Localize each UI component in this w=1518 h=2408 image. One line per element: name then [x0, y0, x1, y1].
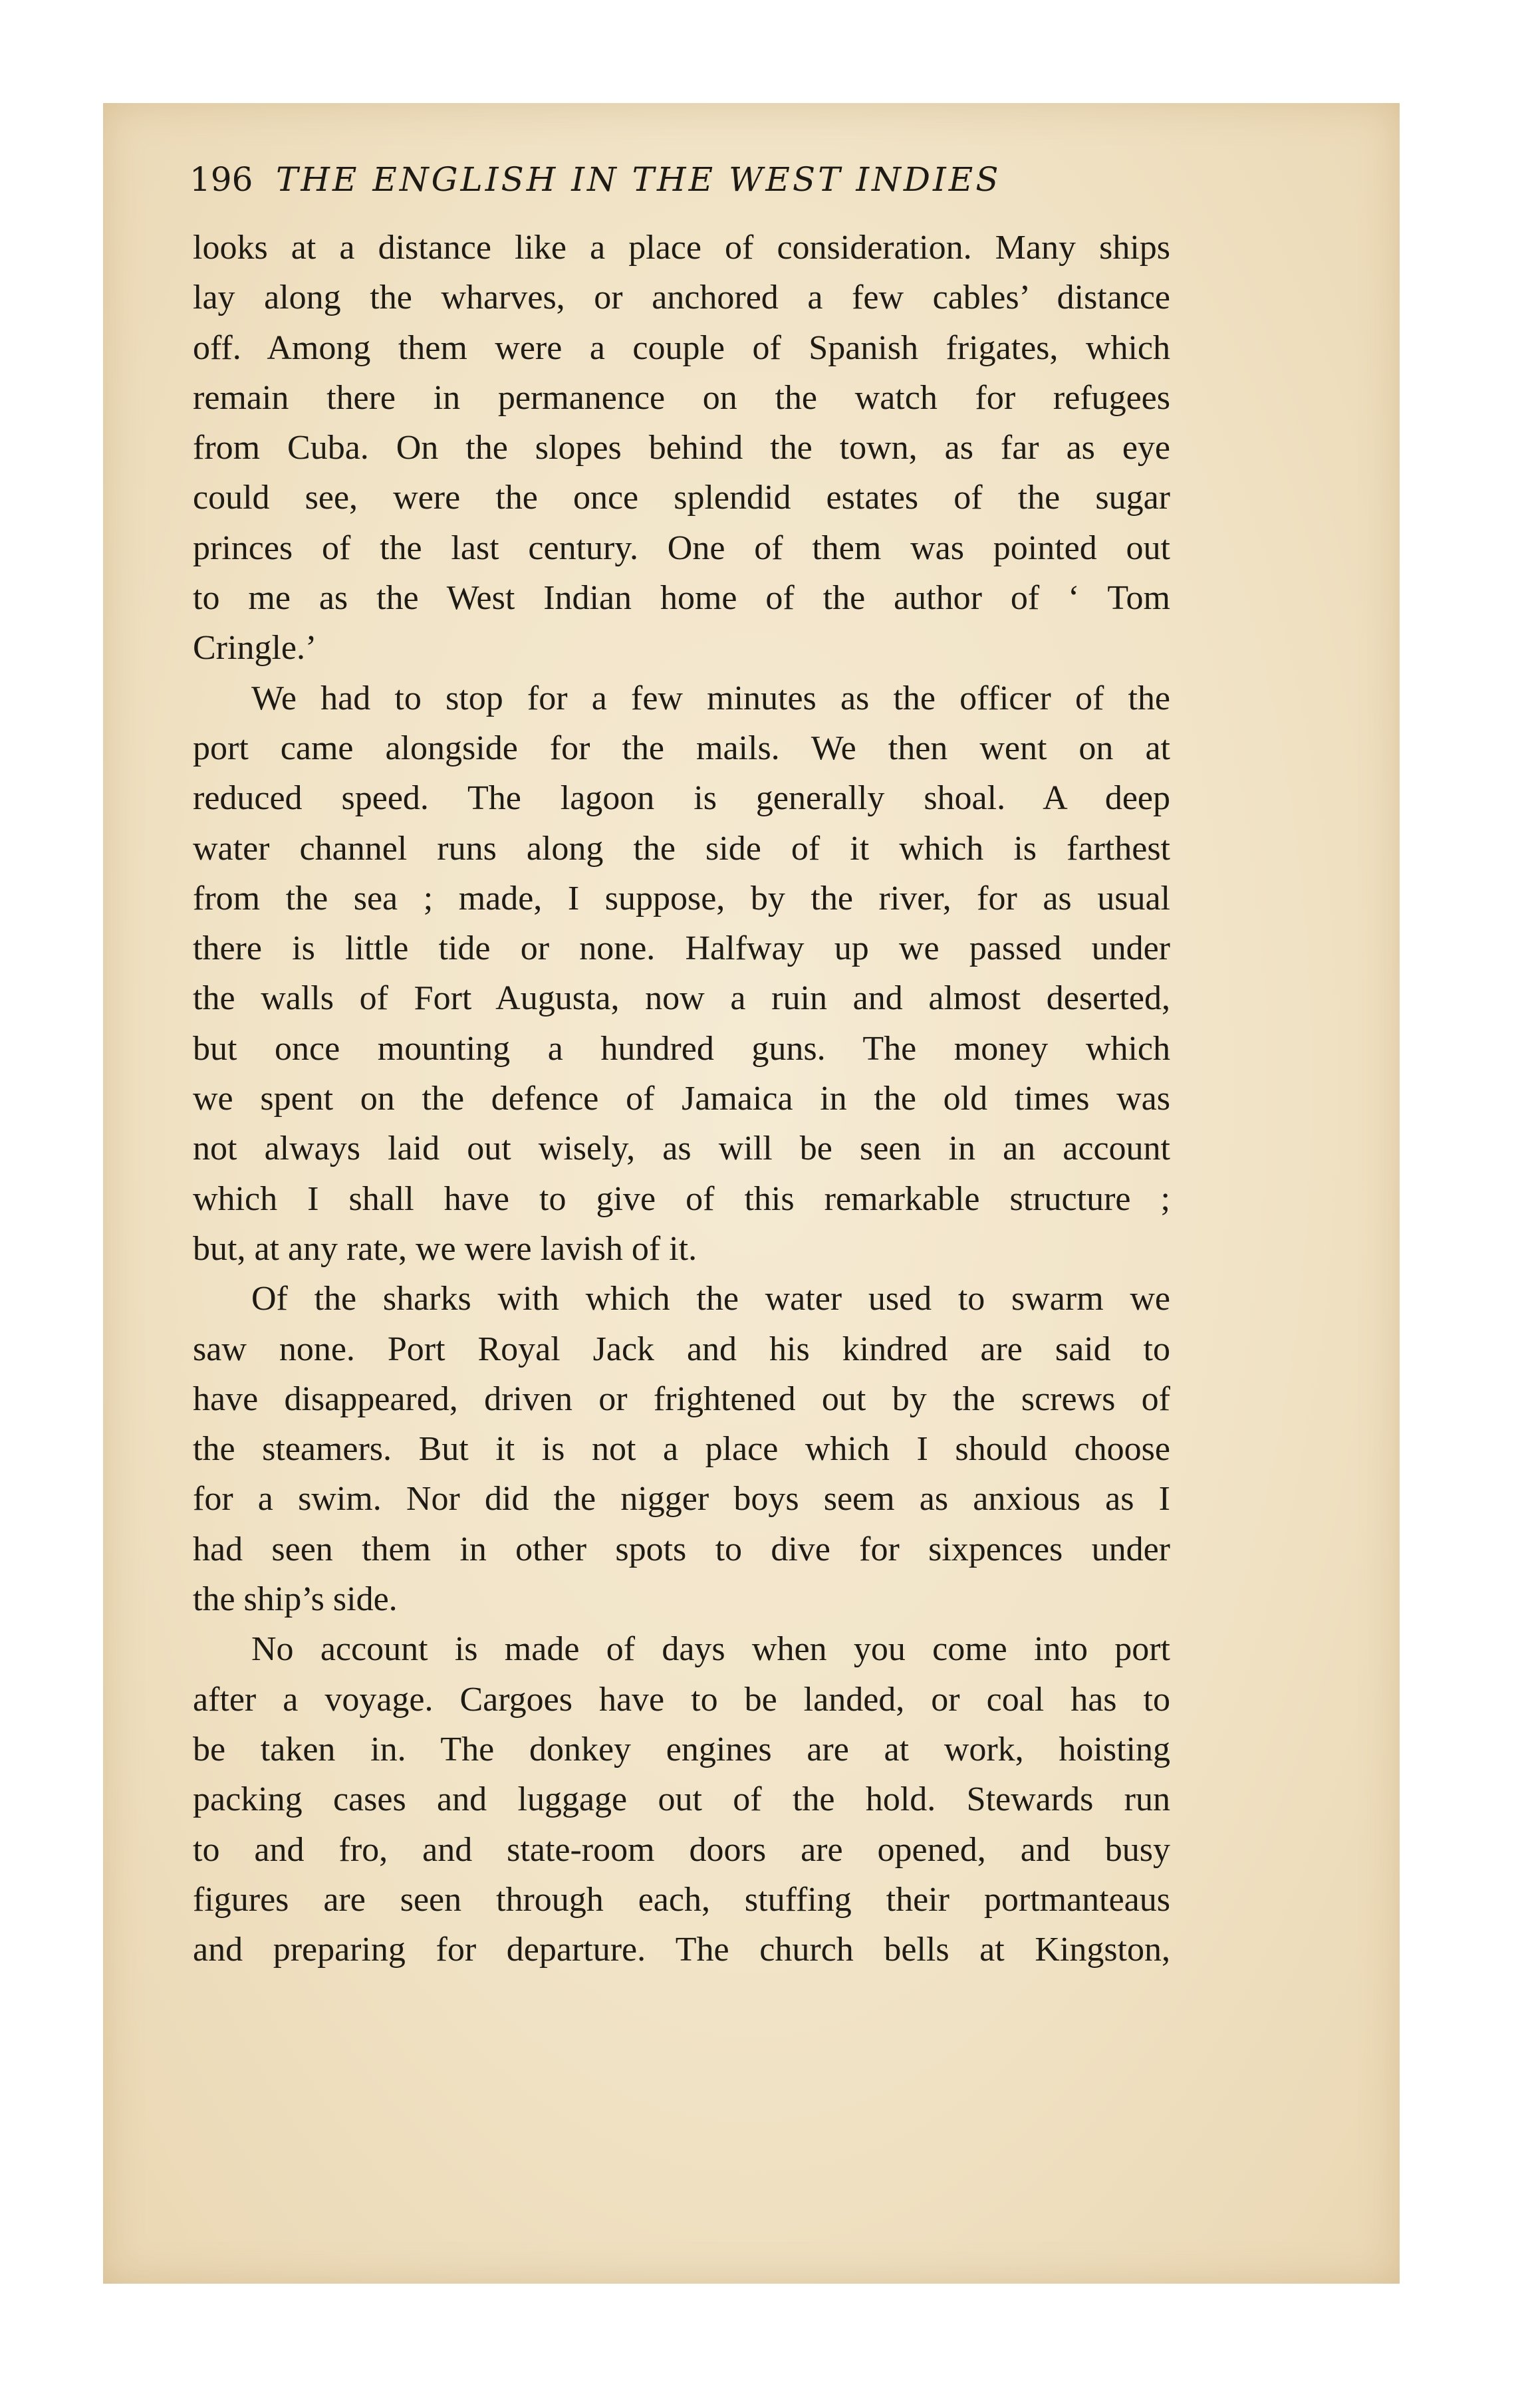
text-line: reduced speed. The lagoon is generally shoal. A deep — [193, 779, 1170, 818]
text-line: lay along the wharves, or anchored a few cables’ distance — [193, 279, 1170, 317]
text-line: from the sea ; made, I suppose, by the river, for as usual — [193, 879, 1170, 917]
text-line: to and fro, and state-room doors are opened, and busy — [193, 1830, 1170, 1869]
text-line: have disappeared, driven or frightened out by the screws of — [193, 1380, 1170, 1418]
text-line: to me as the West Indian home of the author of ‘ Tom — [193, 579, 1170, 618]
text-line: we spent on the defence of Jamaica in the old times was — [193, 1080, 1170, 1118]
paragraph — [193, 673, 1170, 1274]
text-line: Of the sharks with which the water used to swarm we — [251, 1280, 1170, 1318]
paragraph — [193, 1624, 1170, 1975]
text-line: the ship’s side. — [193, 1580, 398, 1619]
text-line: which I shall have to give of this remarkable structure ; — [193, 1179, 1170, 1218]
text-line: but, at any rate, we were lavish of it. — [193, 1229, 697, 1268]
text-line: water channel runs along the side of it which is farthest — [193, 829, 1170, 868]
page-number: 196 — [190, 160, 253, 199]
text-line: Cringle.’ — [193, 629, 317, 667]
text-line: We had to stop for a few minutes as the officer of the — [251, 679, 1170, 717]
text-line: and preparing for departure. The church bells at Kingston, — [193, 1931, 1170, 1969]
text-line: not always laid out wisely, as will be seen in an account — [193, 1130, 1170, 1168]
text-line: No account is made of days when you come into port — [251, 1630, 1170, 1669]
text-line: looks at a distance like a place of consideration. Many ships — [193, 229, 1170, 267]
text-line: figures are seen through each, stuffing their portmanteaus — [193, 1880, 1170, 1919]
text-line: off. Among them were a couple of Spanish frigates, which — [193, 328, 1170, 367]
text-line: remain there in permanence on the watch for refugees — [193, 378, 1170, 417]
text-line: packing cases and luggage out of the hold. Stewards run — [193, 1780, 1170, 1819]
text-line: after a voyage. Cargoes have to be landed, or coal has to — [193, 1680, 1170, 1719]
paragraph — [193, 223, 1170, 673]
text-line: but once mounting a hundred guns. The money which — [193, 1029, 1170, 1068]
text-line: could see, were the once splendid estates of the sugar — [193, 479, 1170, 517]
text-line: the walls of Fort Augusta, now a ruin and almost deserted, — [193, 979, 1170, 1018]
running-title: THE ENGLISH IN THE WEST INDIES — [276, 160, 1001, 199]
text-line: saw none. Port Royal Jack and his kindred are said to — [193, 1330, 1170, 1368]
text-line: the steamers. But it is not a place which I should choose — [193, 1430, 1170, 1469]
text-line: had seen them in other spots to dive for sixpences under — [193, 1530, 1170, 1568]
text-line: from Cuba. On the slopes behind the town, as far as eye — [193, 429, 1170, 467]
text-line: princes of the last century. One of them was pointed out — [193, 529, 1170, 567]
text-line: for a swim. Nor did the nigger boys seem as anxious as I — [193, 1480, 1170, 1518]
body-text — [193, 223, 1170, 1975]
text-line: be taken in. The donkey engines are at work, hoisting — [193, 1730, 1170, 1768]
page-header — [190, 150, 1187, 209]
text-line: there is little tide or none. Halfway up we passed under — [193, 929, 1170, 968]
paragraph — [193, 1274, 1170, 1624]
text-line: port came alongside for the mails. We then went on at — [193, 729, 1170, 767]
